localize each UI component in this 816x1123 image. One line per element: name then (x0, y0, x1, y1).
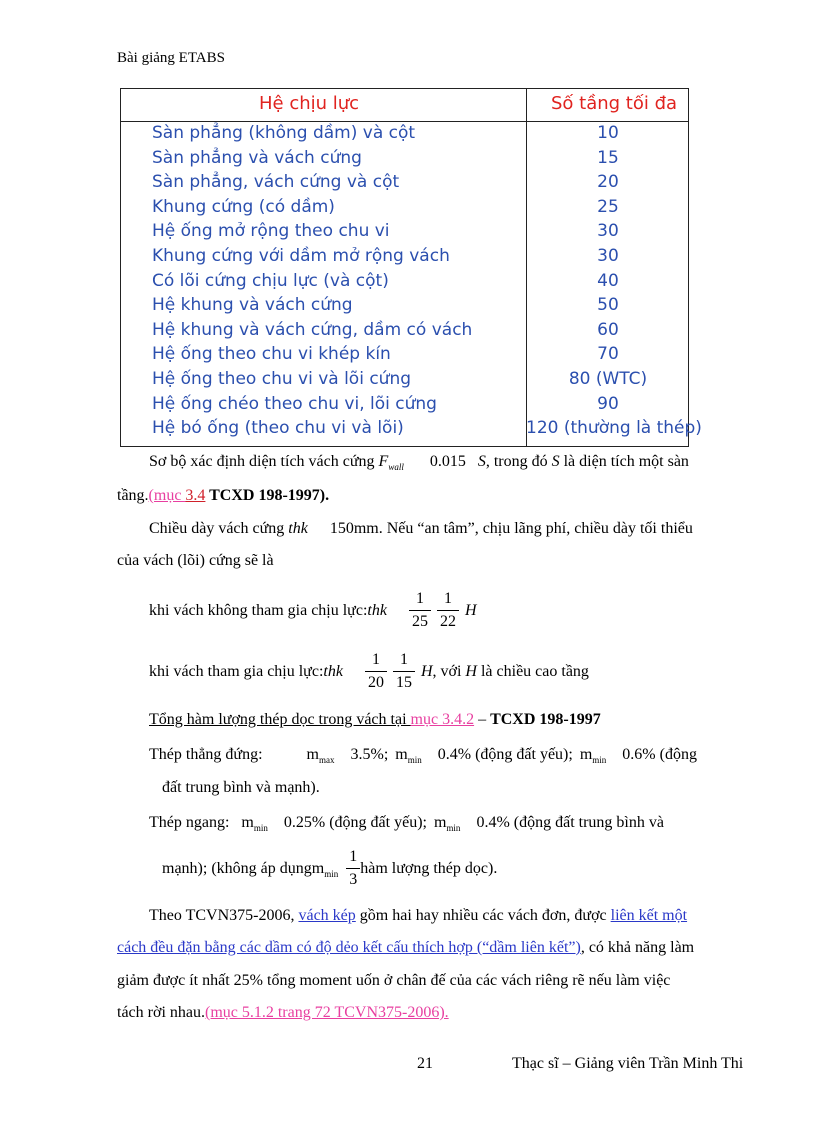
var-H: H (464, 601, 477, 619)
structural-system-table (120, 88, 702, 447)
var-H: H (420, 662, 433, 680)
fraction (437, 588, 459, 633)
fraction (393, 649, 415, 694)
table-row (121, 197, 688, 222)
text: là diện tích một sàn (559, 453, 689, 470)
cell-floors: 30 (597, 221, 619, 242)
ref-link[interactable]: (mục (148, 487, 186, 504)
case-not-bearing (149, 588, 477, 633)
cell-system: Hệ khung và vách cứng, dầm có vách (152, 319, 473, 340)
steel-ratio-heading (149, 711, 601, 729)
cell-system: Khung cứng (có dầm) (152, 196, 335, 217)
text: tầng. (117, 487, 149, 504)
numerator: 1 (409, 588, 431, 611)
cell-floors: 60 (597, 319, 619, 340)
table-row (121, 148, 688, 173)
numerator: 1 (365, 649, 387, 672)
coupling-beam-link[interactable]: cách đều đặn bằng các dầm có độ dẻo kết cấu thích hợp (“dầm liên kết”) (117, 939, 581, 956)
table-row (121, 344, 688, 369)
var-thk: thk (367, 601, 387, 619)
table-row (121, 295, 688, 320)
text: hàm lượng thép dọc). (360, 859, 498, 877)
value: 0.25% (động đất yếu); (283, 814, 427, 831)
thickness-line (149, 520, 693, 538)
cell-floors: 30 (597, 246, 619, 266)
coupled-wall-link[interactable]: vách kép (298, 907, 356, 924)
wall-area-line-2 (117, 487, 329, 505)
sub: min (253, 823, 268, 833)
vertical-steel-line-2: đất trung bình và mạnh). (162, 779, 320, 796)
thickness-value: 150 (329, 520, 354, 537)
table-header-row (121, 89, 688, 122)
text: khi vách không tham gia chịu lực: (149, 601, 368, 619)
sub: min (324, 868, 339, 879)
ref-link-number[interactable]: 3.4 (185, 487, 206, 504)
text: Sơ bộ xác định diện tích vách cứng (149, 453, 379, 470)
m: m (433, 814, 447, 831)
var-H: H (465, 662, 477, 680)
numerator: 1 (346, 846, 360, 869)
cell-system: Hệ ống chéo theo chu vi, lõi cứng (152, 393, 437, 414)
fraction (346, 846, 360, 891)
cell-system: Hệ ống theo chu vi và lõi cứng (152, 369, 412, 389)
table-row (121, 221, 688, 246)
sub: min (592, 755, 607, 765)
standard-ref: TCXD 198-1997 (490, 711, 601, 728)
table-row (121, 418, 702, 443)
numerator: 1 (393, 649, 415, 672)
coupled-wall-line-4 (117, 1004, 449, 1022)
text: , có khả năng làm (580, 939, 695, 956)
text: Tổng hàm lượng thép dọc trong vách tại (149, 711, 411, 728)
sub: min (407, 755, 422, 765)
var-thk: thk (323, 662, 343, 680)
cell-system: Hệ ống theo chu vi khép kín (152, 344, 391, 365)
m: m (306, 746, 319, 763)
ref-link[interactable]: (mục 5.1.2 trang 72 TCVN375-2006). (204, 1004, 449, 1021)
text: là chiều cao tầng (476, 662, 589, 680)
denominator: 15 (395, 674, 412, 691)
cell-floors: 20 (597, 172, 619, 193)
table-row (121, 394, 688, 419)
vertical-steel-line (149, 746, 697, 765)
wall-area-line (149, 453, 689, 472)
sub: min (446, 823, 461, 833)
label: Thép ngang: (149, 814, 230, 831)
text: – (474, 711, 491, 728)
denominator: 22 (439, 613, 456, 630)
m: m (579, 746, 593, 763)
cell-floors: 10 (597, 123, 619, 143)
value: 0.6% (động (622, 746, 697, 763)
sub-wall: wall (388, 462, 404, 472)
cell-system: Sàn phẳng và vách cứng (152, 147, 362, 168)
cell-floors: 40 (597, 270, 619, 291)
text: Chiều dày vách cứng (149, 520, 289, 537)
text: mạnh); (không áp dụng (162, 859, 312, 877)
coupled-wall-line-1 (149, 907, 687, 925)
denominator: 25 (411, 613, 428, 630)
cell-system: Khung cứng với dầm mở rộng vách (152, 246, 450, 266)
table-row (121, 320, 688, 345)
cell-floors: 15 (597, 147, 619, 168)
page-header: Bài giảng ETABS (117, 50, 225, 66)
fraction (365, 649, 387, 694)
footer-author: Thạc sĩ – Giảng viên Trần Minh Thi (512, 1055, 744, 1072)
var-F: F (378, 453, 389, 470)
thickness-line-2: của vách (lõi) cứng sẽ là (117, 552, 274, 569)
text: tách rời nhau. (117, 1004, 205, 1021)
text: Theo TCVN375-2006, (149, 907, 299, 924)
m: m (395, 746, 408, 763)
page-number: 21 (417, 1055, 433, 1072)
cell-floors: 120 (thường là thép) (526, 418, 702, 439)
label: Thép thẳng đứng: (149, 746, 263, 763)
cell-system: Hệ ống mở rộng theo chu vi (152, 221, 390, 242)
standard-ref: TCXD 198-1997). (205, 487, 330, 504)
ref-link[interactable]: mục 3.4.2 (410, 711, 475, 728)
cell-system: Sàn phẳng, vách cứng và cột (152, 172, 400, 193)
cell-system: Sàn phẳng (không dầm) và cột (152, 123, 416, 143)
coupling-beam-link[interactable]: liên kết một (610, 907, 688, 924)
table-row (121, 271, 688, 296)
m: m (241, 814, 254, 831)
var-thk: thk (288, 520, 308, 537)
fraction (409, 588, 431, 633)
cell-system: Hệ bó ống (theo chu vi và lõi) (152, 418, 404, 439)
cell-system: Có lõi cứng chịu lực (và cột) (152, 270, 389, 291)
horizontal-steel-line-2 (162, 846, 497, 891)
table-row (121, 123, 688, 148)
text: , trong đó (485, 453, 552, 470)
cell-floors: 90 (597, 393, 619, 414)
text: mm. Nếu “an tâm”, chịu lãng phí, chiều dày tối thiểu (353, 520, 693, 537)
m: m (311, 859, 325, 877)
cell-floors: 25 (597, 196, 619, 217)
value: 3.5%; (350, 746, 389, 763)
var-S: S (551, 453, 560, 470)
cell-floors: 70 (597, 344, 619, 365)
text: gồm hai hay nhiều các vách đơn, được (355, 907, 611, 924)
header-max-floors: Số tầng tối đa (551, 93, 678, 114)
cell-system: Hệ khung và vách cứng (152, 295, 353, 316)
sub: max (319, 755, 335, 765)
text: , với (432, 662, 466, 680)
numerator: 1 (437, 588, 459, 611)
table-row (121, 246, 688, 271)
coupled-wall-line-2 (117, 939, 694, 957)
var-S: S (477, 453, 486, 470)
coefficient: 0.015 (429, 453, 466, 470)
denominator: 20 (367, 674, 384, 691)
cell-floors: 80 (WTC) (568, 369, 648, 389)
table-row (121, 172, 688, 197)
value: 0.4% (động đất trung bình và (476, 814, 664, 831)
header-structural-system: Hệ chịu lực (259, 93, 360, 114)
coupled-wall-line-3: giảm được ít nhất 25% tổng moment uốn ở chân đế của các vách riêng rẽ nếu làm việc (117, 972, 671, 989)
horizontal-steel-line (149, 814, 664, 833)
text: khi vách tham gia chịu lực: (149, 662, 324, 680)
denominator: 3 (349, 871, 358, 888)
cell-floors: 50 (597, 295, 619, 316)
case-bearing (149, 649, 589, 694)
table-row (121, 369, 688, 394)
value: 0.4% (động đất yếu); (437, 746, 573, 763)
